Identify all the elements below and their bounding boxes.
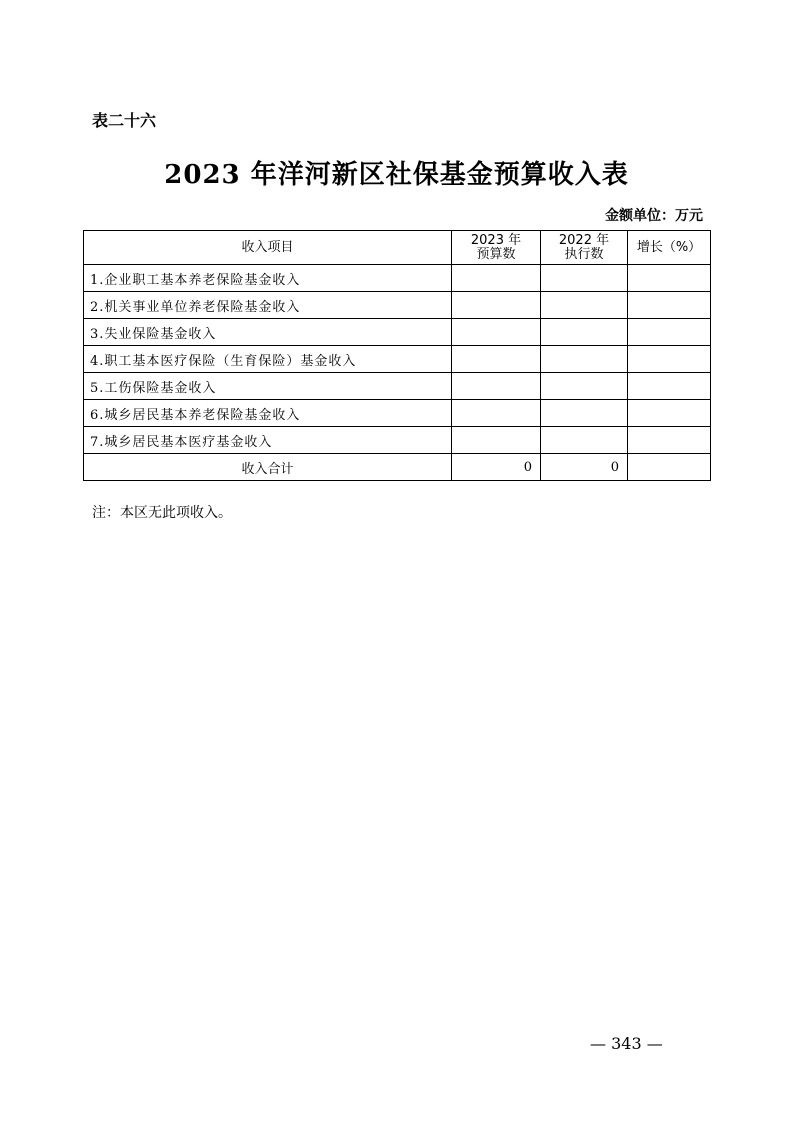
unit-label: 金额单位：万元 [605, 208, 703, 224]
row-growth [628, 400, 711, 427]
page-title: 2023 年洋河新区社保基金预算收入表 [164, 160, 629, 190]
total-growth [628, 454, 711, 481]
row-growth [628, 427, 711, 454]
column-header-actual-2022 [541, 231, 628, 265]
table-row [84, 346, 711, 373]
table-row [84, 319, 711, 346]
row-budget-2023 [452, 292, 541, 319]
row-growth [628, 292, 711, 319]
row-item: 4.职工基本医疗保险（生育保险）基金收入 [84, 346, 452, 373]
row-actual-2022 [541, 400, 628, 427]
row-item: 6.城乡居民基本养老保险基金收入 [84, 400, 452, 427]
row-actual-2022 [541, 319, 628, 346]
row-actual-2022 [541, 346, 628, 373]
table-note: 注：本区无此项收入。 [92, 505, 232, 521]
row-item: 3.失业保险基金收入 [84, 319, 452, 346]
page-number: — 343 — [590, 1034, 663, 1053]
row-growth [628, 265, 711, 292]
table-row [84, 427, 711, 454]
row-budget-2023 [452, 346, 541, 373]
row-item: 1.企业职工基本养老保险基金收入 [84, 265, 452, 292]
row-actual-2022 [541, 373, 628, 400]
column-header-growth: 增长（%） [628, 231, 711, 265]
table-row [84, 292, 711, 319]
column-header-item: 收入项目 [84, 231, 452, 265]
total-label: 收入合计 [84, 454, 452, 481]
table-total-row [84, 454, 711, 481]
row-budget-2023 [452, 373, 541, 400]
total-budget-2023: 0 [452, 454, 541, 481]
row-budget-2023 [452, 319, 541, 346]
budget-table [83, 230, 711, 481]
row-growth [628, 373, 711, 400]
row-item: 2.机关事业单位养老保险基金收入 [84, 292, 452, 319]
row-growth [628, 319, 711, 346]
table-row [84, 400, 711, 427]
column-header-actual-2022-line2: 执行数 [564, 246, 604, 262]
row-actual-2022 [541, 265, 628, 292]
column-header-budget-2023-line2: 预算数 [476, 246, 516, 262]
row-item: 7.城乡居民基本医疗基金收入 [84, 427, 452, 454]
column-header-actual-2022-line1: 2022 年 [558, 232, 610, 248]
table-label: 表二十六 [92, 111, 157, 130]
row-actual-2022 [541, 427, 628, 454]
total-actual-2022: 0 [541, 454, 628, 481]
column-header-budget-2023 [452, 231, 541, 265]
row-growth [628, 346, 711, 373]
row-budget-2023 [452, 400, 541, 427]
column-header-budget-2023-line1: 2023 年 [470, 232, 522, 248]
row-actual-2022 [541, 292, 628, 319]
table-header-row [84, 231, 711, 265]
row-budget-2023 [452, 427, 541, 454]
table-row [84, 373, 711, 400]
row-budget-2023 [452, 265, 541, 292]
table-row [84, 265, 711, 292]
row-item: 5.工伤保险基金收入 [84, 373, 452, 400]
